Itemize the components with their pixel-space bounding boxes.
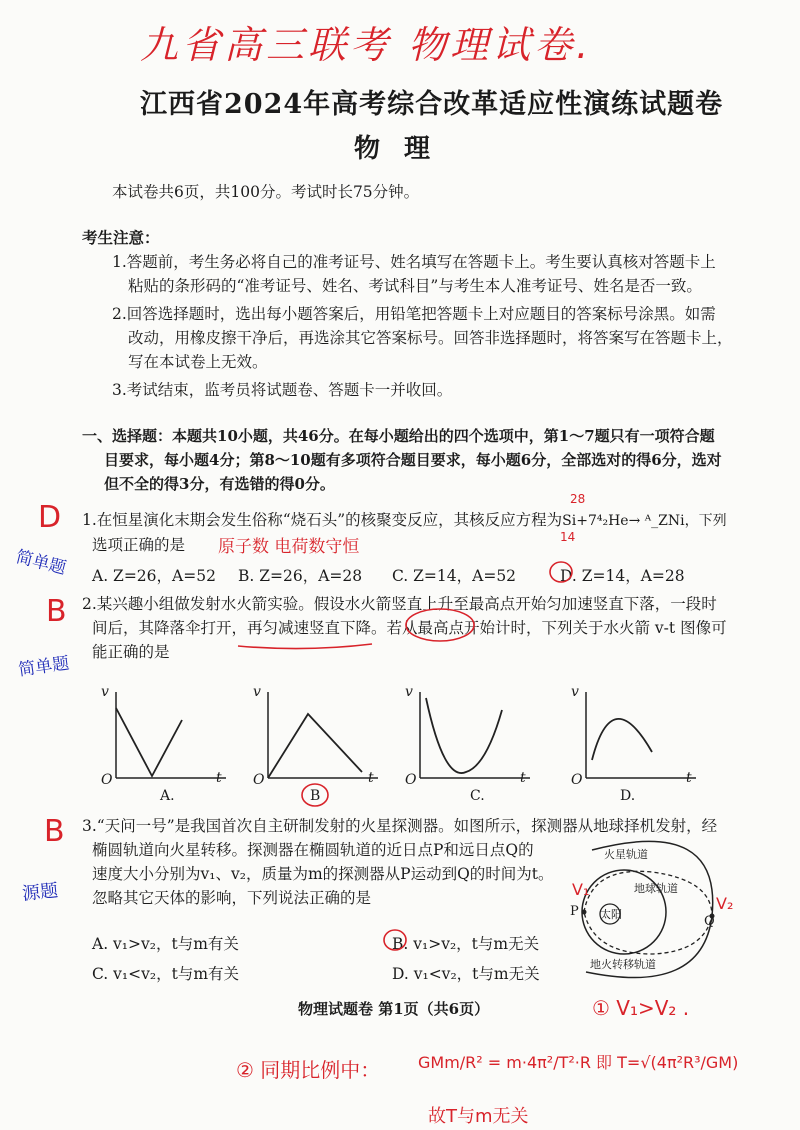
graph-a-v: v [101,684,109,700]
q3-option-c: C. v₁<v₂，t与m有关 [92,965,240,983]
q1-line1: 1.在恒星演化末期会发生俗称“烧石头”的核聚变反应，其核反应方程为 [82,511,563,529]
q1-answer-circle [548,559,574,585]
q1-hand-side-note: 简单题 [13,547,69,579]
graph-b-answer-circle [300,782,330,808]
diagram-q-label: Q [704,914,715,929]
graph-a-axes [100,690,230,790]
section-line: 目要求，每小题4分；第8～10题有多项符合题目要求，每小题6分，全部选对的得6分，选对 [104,451,722,469]
notice-item-3 [112,378,452,402]
q2-hand-underline [236,640,376,652]
q3-line: 速度大小分别为v₁、v₂，质量为m的探测器从P运动到Q的时间为t。 [92,865,554,883]
handwritten-header: 九省高三联考 物理试卷. [140,23,593,67]
q1-stem [82,508,727,557]
hand-note-formula: GMm/R² = m·4π²/T²·R 即 T=√(4π²R³/GM) [418,1053,739,1072]
exam-info: 本试卷共6页，共100分。考试时长75分钟。 [112,183,420,201]
notice-item-1 [112,250,716,298]
graph-a-o: O [101,772,113,788]
graph-b-t: t [368,770,374,786]
diagram-transfer-orbit-label: 地火转移轨道 [590,958,656,971]
notice-heading: 考生注意： [82,228,160,247]
q2-hand-side-note: 简单题 [17,653,71,681]
q1-hand-top-number: 28 [570,492,586,506]
subject-title: 物理 [354,134,455,164]
q3-line: 椭圆轨道向火星转移。探测器在椭圆轨道的近日点P和远日点Q的 [92,841,534,859]
q3-hand-side-note: 源题 [21,880,60,905]
q2-hand-answer: B [46,594,67,629]
hand-note-v-compare: ① V₁>V₂ . [592,996,690,1020]
q2-line: 间后，其降落伞打开，再匀减速竖直下降。若从最高点开始计时，下列关于水火箭 v-t 图像可 [92,619,727,637]
q2-line: 能正确的是 [92,643,170,661]
graph-c-curve [426,698,502,773]
diagram-earth-orbit-label: 地球轨道 [634,882,678,895]
q3-line: 忽略其它天体的影响，下列说法正确的是 [92,889,372,907]
q3-option-d: D. v₁<v₂，t与m无关 [392,965,540,983]
graph-b-axes [252,690,382,790]
graph-a-t: t [216,770,222,786]
graph-d-o: O [571,772,583,788]
q2-hand-circle [404,606,476,644]
notice-item-2 [112,302,733,374]
graph-d-axes [570,690,700,790]
graph-a-curve [116,708,182,776]
page-footer: 物理试题卷 第1页（共6页） [298,1000,490,1018]
diagram-sun-label: 太阳 [600,908,622,921]
graph-a-label: A. [160,788,175,804]
q1-option-c: C. Z=14，A=52 [392,567,517,585]
q2-line: 2.某兴趣小组做发射水火箭实验。假设水火箭竖直上升至最高点开始匀加速竖直下落，一段时 [82,595,717,613]
hand-note-bottom: 故T与m无关 [428,1106,529,1127]
graph-d-label: D. [620,788,636,804]
q3-option-b: B. v₁>v₂，t与m无关 [392,935,540,953]
graph-c-o: O [405,772,417,788]
q3-hand-answer: B [44,814,65,849]
graph-b-v: v [253,684,261,700]
q1-option-a: A. Z=26，A=52 [92,567,216,585]
q1-line2: 选项正确的是 [92,536,186,554]
hand-note-period-prefix: ② 同期比例中： [236,1058,381,1082]
diagram-p-label: P [570,904,579,919]
section-line: 但不全的得3分，有选错的得0分。 [104,475,335,493]
q1-option-b: B. Z=26，A=28 [238,567,363,585]
graph-b-o: O [253,772,265,788]
graph-d-t: t [686,770,692,786]
graph-d-v: v [571,684,579,700]
section-1-instructions [82,424,722,496]
notice-line: 2.回答选择题时，选出每小题答案后，用铅笔把答题卡上对应题目的答案标号涂黑。如需 [112,305,716,323]
page-title: 江西省2024年高考综合改革适应性演练试题卷 [140,89,724,120]
graph-b-curve [268,714,362,778]
notice-line: 写在本试卷上无效。 [128,353,268,371]
diagram-v1-hand: V₁ [572,880,590,899]
q1-hand-answer: D [38,500,62,535]
notice-line: 改动，用橡皮擦干净后，再选涂其它答案标号。回答非选择题时，将答案写在答题卡上， [128,329,733,347]
q1-option-d: D. Z=14，A=28 [560,567,685,585]
q1-hand-note: 原子数 电荷数守恒 [218,537,360,557]
q1-hand-sub-number: 14 [560,530,576,544]
graph-b-label: B [310,788,321,804]
graph-c-label: C. [470,788,485,804]
notice-line: 1.答题前，考生务必将自己的准考证号、姓名填写在答题卡上。考生要认真核对答题卡上 [112,253,716,271]
q3-line: 3.“天问一号”是我国首次自主研制发射的火星探测器。如图所示，探测器从地球择机发射，经 [82,817,718,835]
graph-c-axes [404,690,534,790]
q3-option-a: A. v₁>v₂，t与m有关 [92,935,239,953]
graph-c-v: v [405,684,413,700]
graph-d-curve [592,719,652,760]
point-p-icon [582,910,587,915]
notice-line: 3.考试结束，监考员将试题卷、答题卡一并收回。 [112,381,453,399]
diagram-v2-hand: V₂ [716,894,734,913]
diagram-mars-orbit-label: 火星轨道 [604,848,648,861]
q3-answer-circle [382,927,408,953]
notice-line: 粘贴的条形码的“准考证号、姓名、考试科目”与考生本人准考证号、姓名是否一致。 [128,277,702,295]
graph-c-t: t [520,770,526,786]
section-line: 一、选择题：本题共10小题，共46分。在每小题给出的四个选项中，第1～7题只有一项符合题 [82,427,715,445]
q1-equation: Si+7⁴₂He→ ᴬ_ZNi，下列 [562,513,727,529]
